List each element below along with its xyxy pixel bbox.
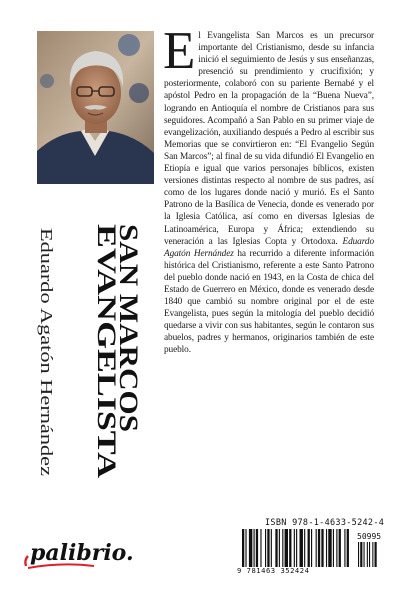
blurb-author-name: Eduardo Agatón Hernández <box>164 236 374 259</box>
spine-title-line-2: EVANGELISTA <box>92 224 121 408</box>
barcode-bar <box>265 529 266 567</box>
price-code-bar <box>369 542 370 567</box>
barcode-bar <box>333 529 334 567</box>
barcode-bar <box>242 529 244 567</box>
isbn-number: ISBN 978-1-4633-5242-4 <box>265 518 385 528</box>
barcode-bar <box>308 529 310 567</box>
spine-author <box>35 228 65 478</box>
barcode-bar <box>347 529 349 567</box>
spine-title <box>92 224 143 478</box>
author-photo <box>37 31 154 184</box>
price-code: 50995 <box>357 532 382 541</box>
price-code-bar <box>360 542 362 567</box>
price-code-bar <box>364 542 365 567</box>
barcode-bar <box>326 529 327 567</box>
barcode-bar <box>296 529 297 567</box>
barcode-digits: 9 781463 352424 <box>237 566 310 575</box>
barcode-bar <box>318 529 320 567</box>
publisher-logo-text: palibrio. <box>30 540 134 566</box>
barcode-bar <box>289 529 291 567</box>
barcode-bar <box>300 529 303 567</box>
spine-author-name: Eduardo Agatón Hernández <box>37 228 56 417</box>
barcode-bar <box>275 529 277 567</box>
barcode-bar <box>249 529 252 567</box>
barcode-bar <box>321 529 323 567</box>
publisher-logo <box>22 530 134 574</box>
back-cover-blurb <box>163 22 374 357</box>
logo-swoosh-icon <box>25 556 28 566</box>
barcode-bar <box>311 529 312 567</box>
barcode-bar <box>279 529 280 567</box>
barcode-bar <box>282 529 283 567</box>
barcode-bar <box>339 529 341 567</box>
price-code-bar <box>375 542 377 567</box>
barcode-bar <box>294 529 295 567</box>
price-code-bar <box>367 542 368 567</box>
barcode-bar <box>328 529 331 567</box>
barcode-bar <box>267 529 269 567</box>
barcode-bar <box>344 529 345 567</box>
spine-title-line-1: SAN MARCOS <box>114 224 143 399</box>
blurb-paragraph-2: ha recurrido a diferente información histórica del Cristianismo, referente a este Santo Patrono del pueblo donde nació en 1943, en la Costa de chica del Estado de Guerrero en México, donde es venerado desde 1840 que cambió su nombre original por el de este Evangelista, pues según la mitología del pueblo decidió quedarse a vivir con sus habitantes, según le contaron sus abuelos, padres y hermanos, originarios también de este pueblo. <box>164 248 374 356</box>
barcode-bar <box>256 529 258 567</box>
drop-cap-letter: E <box>163 22 196 80</box>
price-code-bar <box>372 542 373 567</box>
barcode-bar <box>254 529 255 567</box>
price-code-bar <box>358 542 359 567</box>
blurb-paragraph-1: l Evangelista San Marcos es un precursor importante del Cristianismo, desde su infancia inició el seguimiento de Jesús y sus enseñanzas, presenció su prendimiento y crucifixión; y posteriormente, colaboró con su pariente Bernabé y el apóstol Pedro en la propagación de la “Buena Nueva”, logrando en Antioquía el nombre de Cristianos para sus seguidores. Acompañó a San Pablo en su primer viaje de evangelización, auxiliando después a Pedro al escribir sus Memorias que se convirtieron en: “El Evangelio Según San Marcos”; al final de su vida difundió El Evangelio en Etiopía e igual que varios personajes bíblicos, existen versiones distintas respecto al nombre de sus padres, así como de los lugares donde nació y murió. Es el Santo Patrono de la Basílica de Venecia, donde es venerado por la Iglesia Católica, así como en diversas Iglesias de Latinoamérica, Europa y África; extendiendo su veneración a las Iglesias Copta y Ortodoxa. <box>164 31 374 247</box>
barcode-bar <box>245 529 246 567</box>
barcode-bar <box>285 529 288 567</box>
barcode-bar <box>316 529 317 567</box>
author-portrait-image <box>37 31 154 184</box>
barcode-bar <box>304 529 305 567</box>
barcode-bar <box>271 529 272 567</box>
barcode-bar <box>336 529 337 567</box>
barcode-bar <box>260 529 261 567</box>
